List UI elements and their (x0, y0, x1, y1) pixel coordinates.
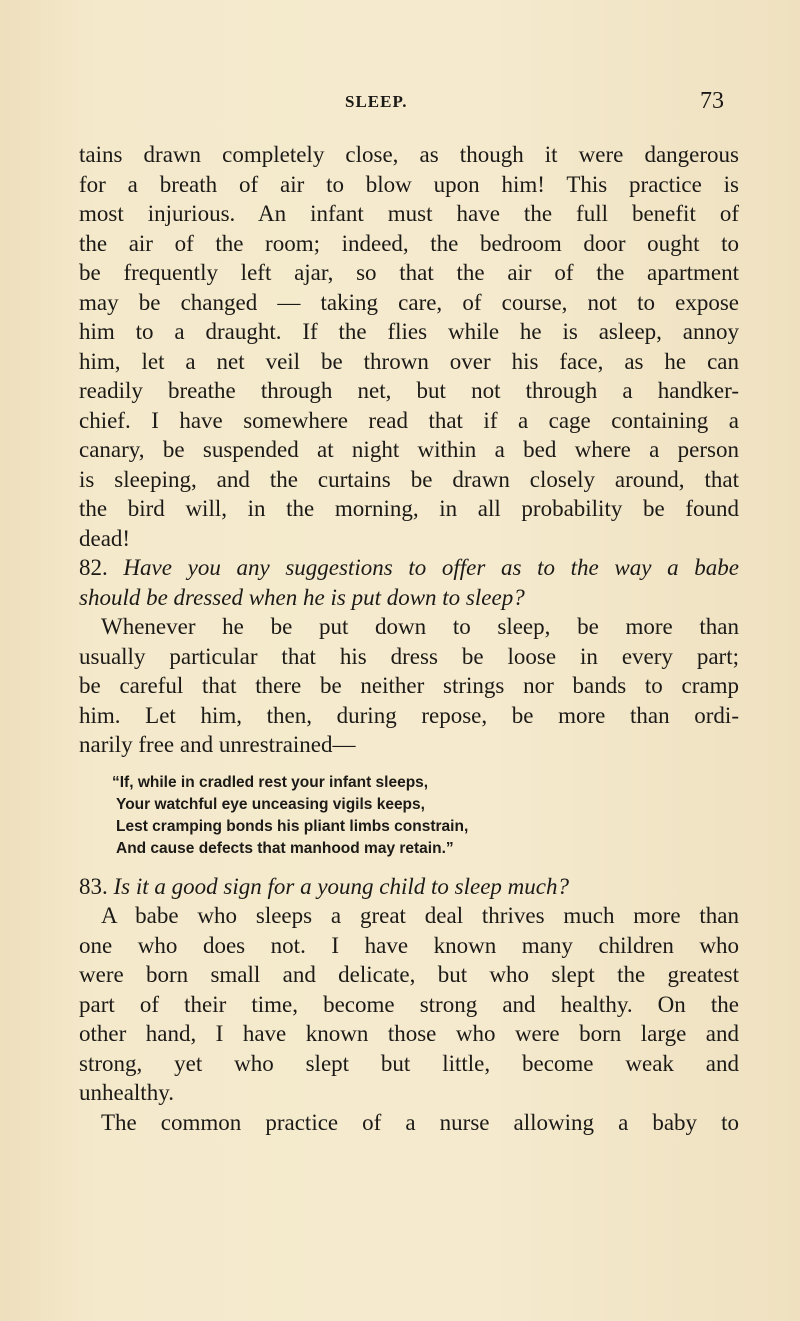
text-line: were born small and delicate, but who slept the greatest (79, 962, 739, 987)
text-line: chief. I have somewhere read that if a cage containing a (79, 407, 739, 433)
text-line: canary, be suspended at night within a bed where a person (79, 437, 739, 462)
verse-line: Lest cramping bonds his pliant limbs constrain, (116, 817, 469, 835)
paragraph-nurse (79, 1108, 739, 1138)
text-line: strong, yet who slept but little, become weak and (79, 1050, 739, 1076)
text-line: readily breathe through net, but not through a handker- (79, 378, 739, 403)
text-line: the air of the room; indeed, the bedroom door ought to (79, 230, 739, 256)
text-line: be frequently left ajar, so that the air of the apartment (79, 260, 739, 285)
question-text: Is it a good sign for a young child to sleep much? (113, 873, 569, 899)
text-line: one who does not. I have known many children who (79, 932, 739, 958)
paragraph-sleep (79, 901, 739, 1108)
text-line: A babe who sleeps a great deal thrives much more than (101, 903, 739, 928)
text-line: is sleeping, and the curtains be drawn closely around, that (79, 466, 739, 492)
text-line: The common practice of a nurse allowing a baby to (101, 1109, 739, 1135)
text-line: him, let a net veil be thrown over his face, as he can (79, 348, 739, 374)
text-line: other hand, I have known those who were born large and (79, 1021, 739, 1046)
text-line: him. Let him, then, during repose, be more than ordi- (79, 702, 739, 728)
question-83 (79, 872, 739, 902)
text-line: him to a draught. If the flies while he is asleep, annoy (79, 319, 739, 344)
verse-line: Your watchful eye unceasing vigils keeps, (116, 795, 425, 813)
paragraph-continuation (79, 140, 739, 553)
page-number: 73 (700, 88, 724, 114)
question-line (79, 872, 739, 902)
text-line: be careful that there be neither strings nor bands to cramp (79, 673, 739, 698)
text-line: for a breath of air to blow upon him! This practice is (79, 171, 739, 197)
page-header (0, 88, 800, 118)
question-number: 82. (79, 555, 108, 580)
text-line: unhealthy. (79, 1080, 174, 1105)
question-text-continued: should be dressed when he is put down to sleep? (79, 584, 525, 610)
paragraph-dress (79, 612, 739, 760)
text-line: Whenever he be put down to sleep, be more than (101, 614, 739, 639)
text-line: most injurious. An infant must have the full benefit of (79, 201, 739, 226)
text-line: tains drawn completely close, as though it were dangerous (79, 142, 739, 167)
question-line (79, 553, 739, 583)
verse-line: And cause defects that manhood may retain.” (116, 839, 454, 857)
question-text: Have you any suggestions to offer as to the way a babe (123, 555, 740, 580)
running-head: SLEEP. (345, 92, 408, 111)
body-text (79, 140, 739, 1137)
verse-line: “If, while in cradled rest your infant sleeps, (112, 773, 429, 791)
text-line: part of their time, become strong and healthy. On the (79, 991, 739, 1017)
text-line: narily free and unrestrained— (79, 732, 356, 757)
verse-quotation (79, 772, 739, 860)
text-line: usually particular that his dress be loose in every part; (79, 643, 739, 669)
question-number: 83. (79, 873, 108, 899)
question-82 (79, 553, 739, 612)
text-line: the bird will, in the morning, in all probability be found (79, 496, 739, 521)
text-line: may be changed — taking care, of course, not to expose (79, 289, 739, 315)
text-line: dead! (79, 525, 131, 551)
